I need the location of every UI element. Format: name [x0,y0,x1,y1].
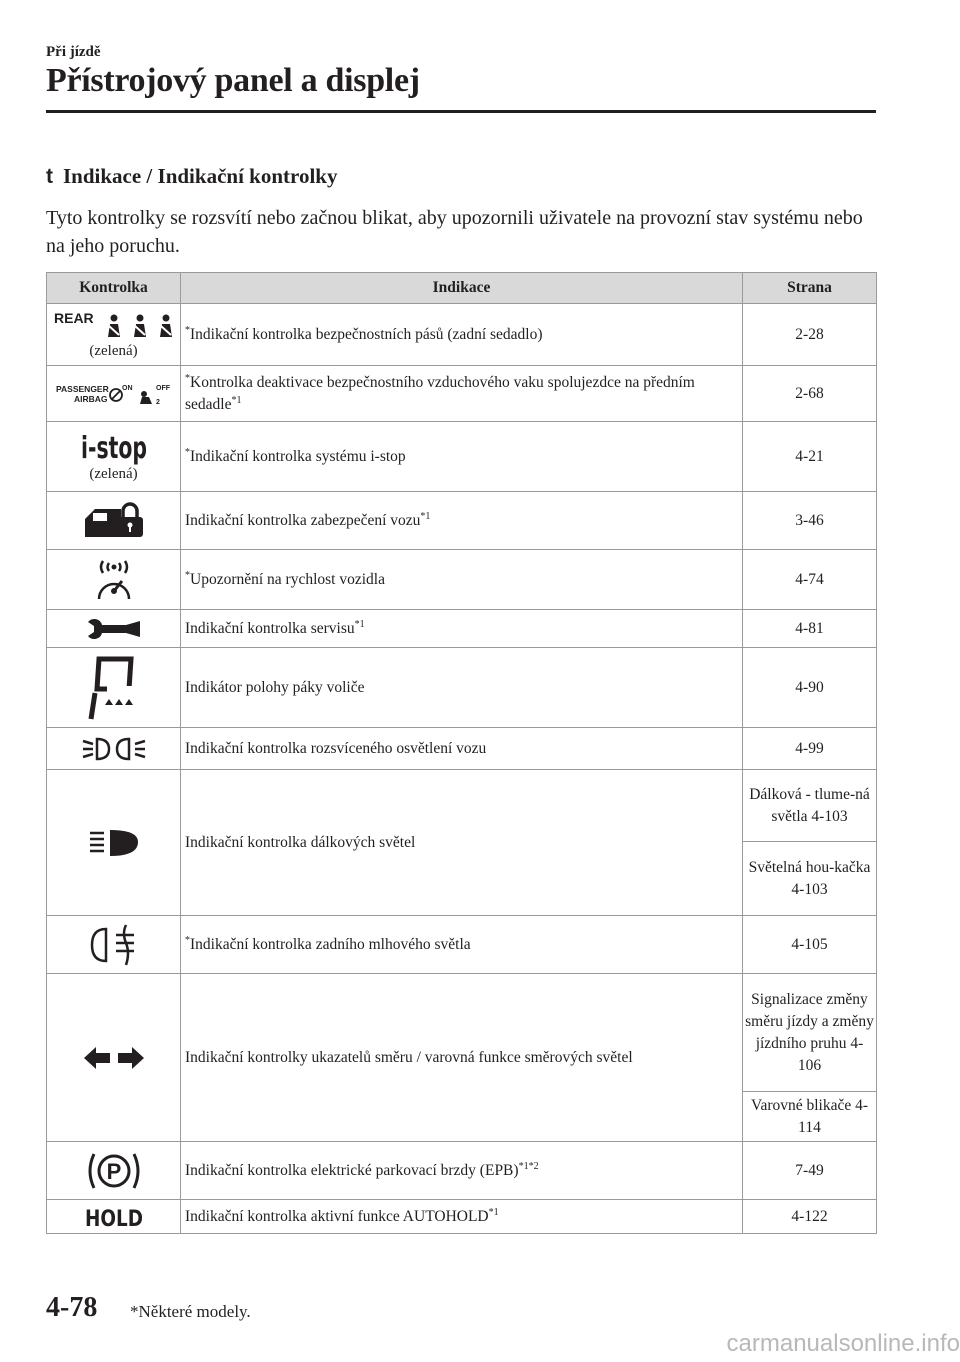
table-row [47,550,877,610]
header-kontrolka: Kontrolka [47,273,181,304]
table-row [47,916,877,974]
parking-brake-icon [84,1148,144,1194]
icon-cell [47,770,181,916]
rear-fog-icon [86,923,142,967]
i-stop-icon [78,430,150,464]
icon-cell [47,422,181,492]
svg-text:PASSENGER: PASSENGER [55,383,109,394]
wrench-icon [86,618,142,640]
description-cell: Indikační kontrolky ukazatelů směru / varovná funkce směrových světel [181,974,743,1142]
table-row [47,770,877,842]
autohold-icon [82,1205,146,1232]
intro-paragraph: Tyto kontrolky se rozsvítí nebo začnou blikat, aby upozornili uživatele na provozní stav systému nebo na jeho poruchu. [46,207,863,257]
description-cell: Indikační kontrolka dálkových světel [181,770,743,916]
color-caption: (zelená) [89,466,138,482]
table-row [47,728,877,770]
description-cell: Indikační kontrolka zabezpečení vozu$^{*1}$ [181,492,743,550]
table-row [47,1200,877,1234]
table-row [47,610,877,648]
description-cell: Indikátor polohy páky voliče [181,648,743,728]
page-cell: 3-46 [743,492,877,550]
table-row [47,974,877,1092]
icon-cell [47,304,181,366]
description-cell: Indikační kontrolka servisu$^{*1}$ [181,610,743,648]
speed-alarm-icon [89,557,139,603]
icon-cell [47,974,181,1142]
table-row [47,648,877,728]
security-lock-icon [81,503,147,539]
description-cell: *Kontrolka deaktivace bezpečnostního vzduchového vaku spolujezdce na předním sedadle$^{*1}$ [181,366,743,422]
table-header-row [47,273,877,304]
page-title: Přístrojový panel a displej [46,62,420,99]
icon-cell [47,1142,181,1200]
table-row [47,492,877,550]
icon-cell [47,366,181,422]
rear-seatbelt-icon [52,309,176,341]
footnote: *Některé modely. [130,1302,251,1321]
page-cell: 4-74 [743,550,877,610]
page-number: 4-78 [46,1292,98,1323]
title-rule [46,110,876,113]
description-cell: Indikační kontrolka elektrické parkovací brzdy (EPB)$^{*1*2}$ [181,1142,743,1200]
page-cell: 4-105 [743,916,877,974]
description-cell: Indikační kontrolka aktivní funkce AUTOHOLD$^{*1}$ [181,1200,743,1234]
position-lights-icon [79,735,149,763]
turn-signal-icon [82,1044,146,1072]
svg-text:ON: ON [121,384,132,392]
page-cell: Dálková - tlume-ná světla 4-103 [743,770,877,842]
page-cell: 4-81 [743,610,877,648]
page-cell: 2-28 [743,304,877,366]
watermark: carmanualsonline.info [726,1330,960,1357]
svg-text:i-stop: i-stop [80,431,147,466]
description-cell: *Indikační kontrolka systému i-stop [181,422,743,492]
shift-position-icon [79,653,149,723]
svg-text:OFF: OFF [155,384,170,392]
svg-text:2: 2 [155,398,160,406]
section-heading [46,164,337,189]
description-cell: *Indikační kontrolka bezpečnostních pásů (zadní sedadlo) [181,304,743,366]
page-cell: 2-68 [743,366,877,422]
page-cell: 4-21 [743,422,877,492]
header-indikace: Indikace [181,273,743,304]
section-title: Indikace / Indikační kontrolky [63,164,338,188]
color-caption: (zelená) [89,343,138,359]
page-cell: Varovné blikače 4-114 [743,1092,877,1142]
description-cell: *Upozornění na rychlost vozidla [181,550,743,610]
page-cell: 4-99 [743,728,877,770]
icon-cell [47,728,181,770]
rear-label: REAR [53,310,94,326]
icon-cell [47,492,181,550]
svg-text:HOLD: HOLD [84,1206,143,1232]
section-bullet: t [46,165,53,188]
page-cell: Světelná hou-kačka 4-103 [743,842,877,916]
page-cell: 4-122 [743,1200,877,1234]
icon-cell [47,550,181,610]
icon-cell [47,1200,181,1234]
page-cell: 7-49 [743,1142,877,1200]
table-row [47,366,877,422]
icon-cell [47,648,181,728]
table-row [47,1142,877,1200]
page-cell: 4-90 [743,648,877,728]
page-cell: Signalizace změny směru jízdy a změny jízdního pruhu 4-106 [743,974,877,1092]
table-row [47,304,877,366]
indicator-table [46,272,877,1234]
icon-cell [47,916,181,974]
high-beam-icon [86,828,142,858]
icon-cell [47,610,181,648]
svg-text:P: P [106,1158,121,1184]
description-cell: Indikační kontrolka rozsvíceného osvětlení vozu [181,728,743,770]
svg-text:AIRBAG: AIRBAG [73,393,108,404]
passenger-airbag-icon [52,380,176,408]
section-kicker: Při jízdě [46,44,101,60]
table-row [47,422,877,492]
description-cell: *Indikační kontrolka zadního mlhového světla [181,916,743,974]
header-strana: Strana [743,273,877,304]
